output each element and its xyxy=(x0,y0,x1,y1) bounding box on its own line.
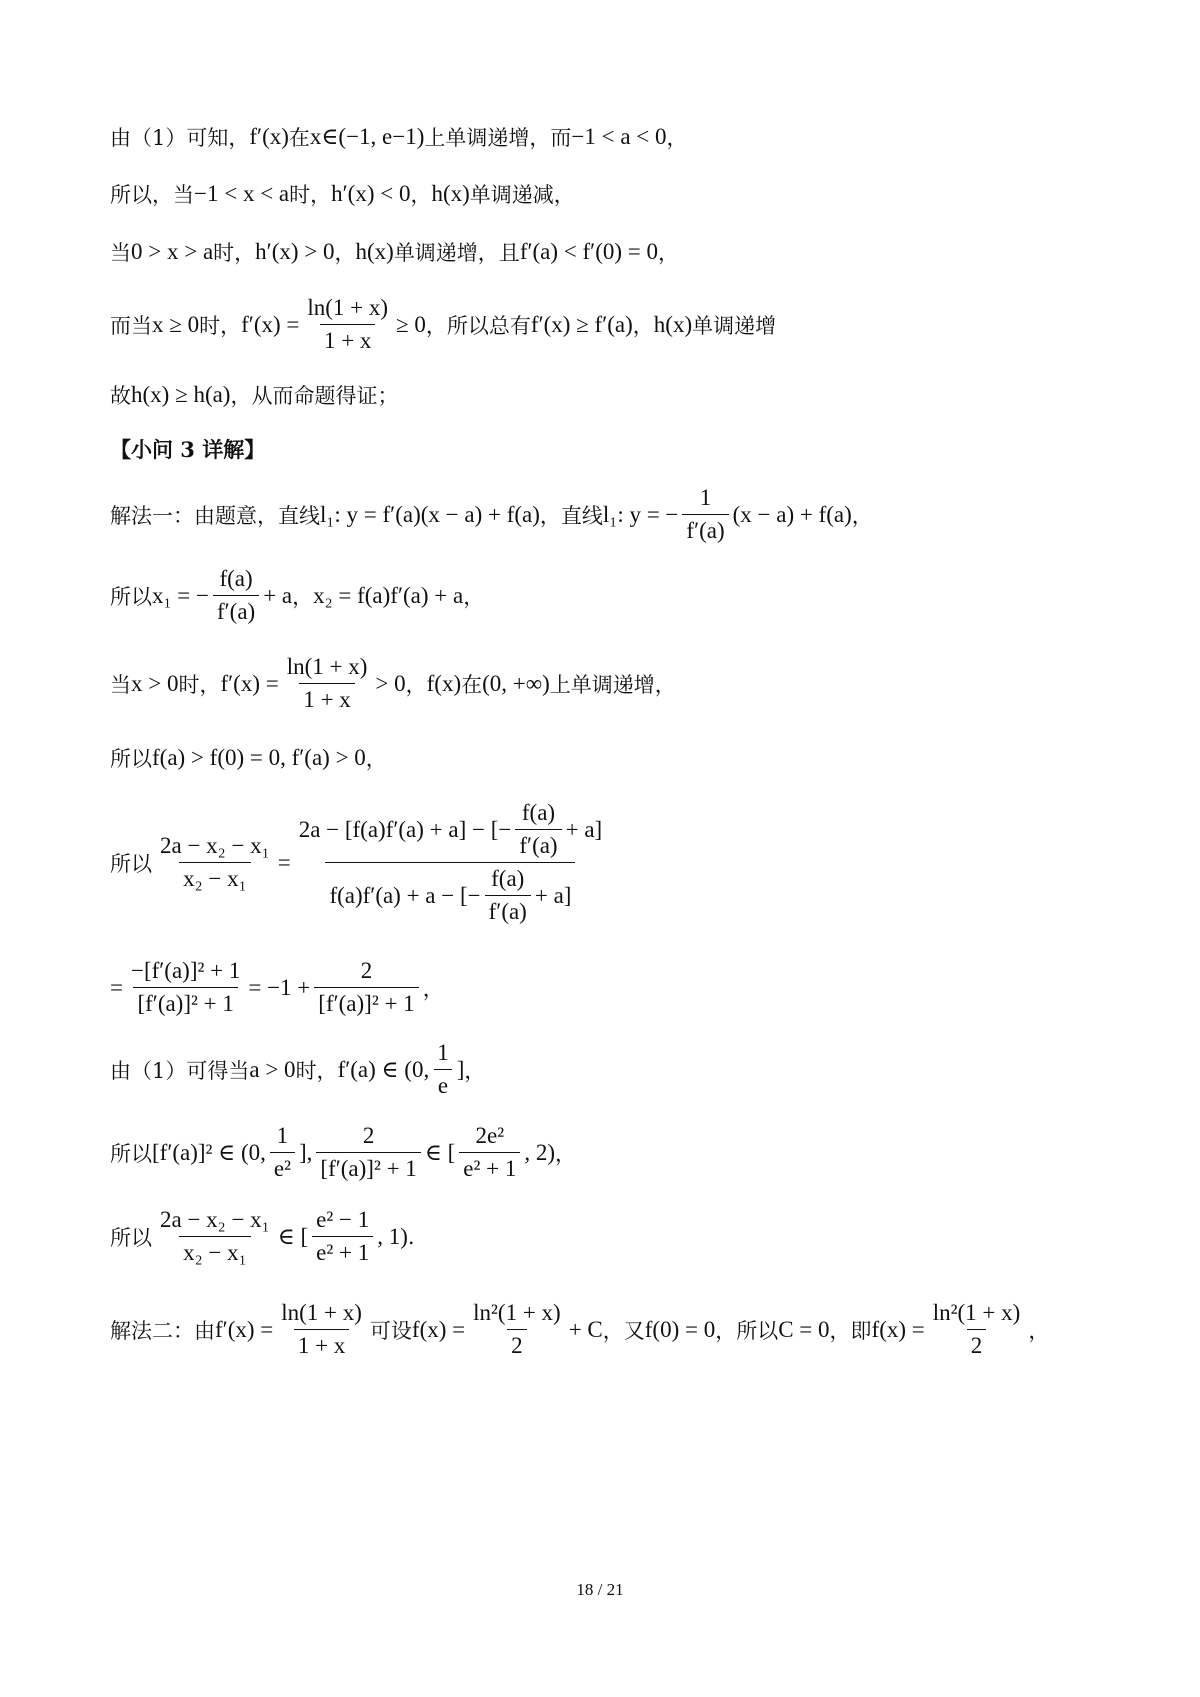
fraction xyxy=(312,1207,373,1266)
text: ， xyxy=(666,126,688,150)
text: 而当 xyxy=(110,313,152,338)
math: > 0 xyxy=(375,670,406,696)
numerator: e² − 1 xyxy=(316,1207,370,1232)
numerator xyxy=(295,800,607,862)
text: 单调递减， xyxy=(469,183,575,207)
math: h(x) xyxy=(355,239,394,264)
math: a > 0 xyxy=(249,1056,296,1082)
fraction xyxy=(682,485,728,544)
math: h′(x) < 0 xyxy=(331,181,411,206)
math: ], xyxy=(298,1139,313,1165)
text: 由（1）可得当 xyxy=(110,1058,250,1083)
text: ，所以总有 xyxy=(425,313,531,338)
math: 2a − [f(a)f′(a) + a] − [− xyxy=(298,816,512,842)
math: f(0) = 0 xyxy=(644,1316,716,1342)
math: f′(x) = xyxy=(220,670,279,696)
math: = −1 + xyxy=(248,974,311,1000)
text: 解法一：由题意，直线 xyxy=(110,503,320,528)
numerator: 2 xyxy=(362,1123,375,1148)
math: x > 0 xyxy=(131,670,179,696)
fraction xyxy=(156,1207,274,1266)
text: 解法二：由 xyxy=(110,1318,215,1343)
text-line-1 xyxy=(110,122,688,152)
numerator: 1 xyxy=(437,1040,449,1065)
text: 单调递增，且 xyxy=(393,241,520,265)
math: x₁ = − xyxy=(152,582,209,608)
numerator: 2e² xyxy=(475,1123,505,1148)
math: ∈ [ xyxy=(424,1139,456,1165)
math: , 2) xyxy=(524,1139,555,1165)
denominator: f′(a) xyxy=(213,595,259,625)
denominator: f′(a) xyxy=(682,514,728,544)
text: ， xyxy=(292,584,314,609)
text: ， xyxy=(334,241,356,265)
text: 所以 xyxy=(110,851,152,876)
math: h(x) ≥ h(a) xyxy=(131,382,231,407)
text: 时， xyxy=(213,241,256,265)
math: = xyxy=(110,974,123,1000)
math: ≥ 0 xyxy=(396,311,426,337)
math: x ≥ 0 xyxy=(152,311,200,337)
text: ，又 xyxy=(602,1318,645,1343)
math: −1 < a < 0 xyxy=(571,124,667,149)
denominator: e xyxy=(434,1069,452,1099)
denominator: e² + 1 xyxy=(459,1152,520,1182)
denominator: 1 + x xyxy=(294,1329,349,1359)
math: + C xyxy=(568,1316,603,1342)
denominator: [f′(a)]² + 1 xyxy=(314,987,418,1017)
text: 当 xyxy=(110,241,131,265)
text: 上单调递增，而 xyxy=(424,126,572,150)
text: 所以 xyxy=(110,584,152,609)
math: x∈(−1, e−1) xyxy=(309,124,425,149)
math: f′(a) < f′(0) = 0 xyxy=(519,239,658,264)
text: ， xyxy=(632,313,654,338)
text-line-12 xyxy=(110,1040,485,1099)
math: , 1) xyxy=(377,1223,408,1249)
fraction xyxy=(283,654,372,713)
math: f′(x) = xyxy=(215,1316,274,1342)
math: l₁: y = f′(a)(x − a) + f(a) xyxy=(320,501,540,527)
math: (x − a) + f(a) xyxy=(732,501,852,527)
math: h(x) xyxy=(653,311,693,337)
fraction xyxy=(433,1040,453,1099)
text: 所以，当 xyxy=(110,183,194,207)
fraction xyxy=(270,1123,295,1182)
numerator: 2 xyxy=(360,958,373,983)
numerator: 2a − x₂ − x₁ xyxy=(160,1207,270,1232)
math: f(a)f′(a) + a − [− xyxy=(329,882,481,908)
text-line-2 xyxy=(110,179,575,209)
text-line-13 xyxy=(110,1123,576,1182)
text: ，从而命题得证； xyxy=(230,384,399,408)
numerator: ln²(1 + x) xyxy=(932,1300,1021,1325)
math: f(x) = xyxy=(411,1316,466,1342)
text: 在 xyxy=(461,672,483,697)
text: ， xyxy=(410,183,432,207)
text: 所以 xyxy=(110,747,152,771)
text: ， xyxy=(365,747,387,771)
math: C = 0 xyxy=(778,1316,830,1342)
math: f′(x) = xyxy=(241,311,300,337)
text: ， xyxy=(555,1141,576,1166)
text-line-8 xyxy=(110,654,676,713)
text-line-3 xyxy=(110,237,679,267)
text: . xyxy=(407,1224,415,1249)
denominator: 2 xyxy=(967,1329,987,1359)
text: ， xyxy=(422,976,444,1001)
text: 时， xyxy=(199,313,242,338)
math: h(x) xyxy=(431,181,470,206)
fraction xyxy=(469,1300,565,1359)
text: ， xyxy=(657,241,679,265)
denominator: f′(a) xyxy=(485,895,531,925)
numerator: f(a) xyxy=(491,866,525,891)
math: + a] xyxy=(565,816,603,842)
text: 所以 xyxy=(110,1225,152,1250)
math: f′(a) ∈ (0, xyxy=(337,1056,430,1082)
text: ， xyxy=(1028,1318,1050,1343)
fraction xyxy=(213,566,259,625)
text-line-10 xyxy=(110,800,610,925)
math: + a] xyxy=(534,882,572,908)
text-line-9 xyxy=(110,743,387,773)
text: 故 xyxy=(110,384,131,408)
fraction xyxy=(156,833,274,892)
math: f′(x) xyxy=(249,124,289,149)
text: ， xyxy=(463,584,485,609)
math: f′(x) ≥ f′(a) xyxy=(530,311,633,337)
page-number: 18 / 21 xyxy=(576,1580,624,1599)
math: l₁: y = − xyxy=(602,501,679,527)
numerator: ln(1 + x) xyxy=(307,295,389,320)
text: 由（1）可知， xyxy=(110,126,250,150)
text: ， xyxy=(405,672,427,697)
text-line-15 xyxy=(110,1300,1049,1359)
denominator: [f′(a)]² + 1 xyxy=(133,987,237,1017)
math: −1 < x < a xyxy=(194,181,290,206)
fraction xyxy=(316,1123,420,1182)
math: = xyxy=(277,849,291,875)
denominator: 2 xyxy=(507,1329,527,1359)
numerator: 2a − x₂ − x₁ xyxy=(160,833,270,858)
numerator: 1 xyxy=(699,485,712,510)
text: 在 xyxy=(288,126,310,150)
text: 时， xyxy=(178,672,221,697)
text-line-14 xyxy=(110,1207,415,1266)
math: f(x) xyxy=(426,670,462,696)
fraction xyxy=(515,800,561,859)
fraction xyxy=(459,1123,520,1182)
section-heading: 【小问 3 详解】 xyxy=(110,437,266,462)
denominator: e² + 1 xyxy=(312,1236,373,1266)
text: 当 xyxy=(110,672,131,697)
denominator: f′(a) xyxy=(515,829,561,859)
text-line-4 xyxy=(110,295,776,354)
text: ， xyxy=(851,503,873,528)
math: f(a) > f(0) = 0, f′(a) > 0 xyxy=(152,745,366,770)
math: 0 > x > a xyxy=(131,239,214,264)
numerator: 1 xyxy=(276,1123,289,1148)
numerator: −[f′(a)]² + 1 xyxy=(130,958,241,983)
math: ∈ [ xyxy=(277,1223,309,1249)
fraction xyxy=(295,800,607,925)
fraction xyxy=(277,1300,366,1359)
text-line-7 xyxy=(110,566,484,625)
denominator: x₂ − x₁ xyxy=(179,1236,251,1266)
fraction xyxy=(127,958,244,1017)
numerator: ln²(1 + x) xyxy=(473,1300,561,1325)
math: x₂ = f(a)f′(a) + a xyxy=(313,582,464,608)
denominator: 1 + x xyxy=(299,683,354,713)
denominator: [f′(a)]² + 1 xyxy=(316,1152,420,1182)
denominator: 1 + x xyxy=(320,324,375,354)
denominator xyxy=(325,862,575,925)
denominator: e² xyxy=(270,1152,295,1182)
text: ， xyxy=(464,1058,486,1083)
numerator: ln(1 + x) xyxy=(286,654,368,679)
numerator: f(a) xyxy=(219,566,253,591)
fraction xyxy=(303,295,392,354)
numerator: f(a) xyxy=(521,800,556,825)
math: + a xyxy=(263,582,293,608)
text: 时， xyxy=(295,1058,338,1083)
text-line-11 xyxy=(110,958,444,1017)
text-line-6 xyxy=(110,485,873,544)
math: ] xyxy=(456,1056,465,1082)
fraction xyxy=(929,1300,1025,1359)
text: 所以 xyxy=(110,1141,152,1166)
text-line-5 xyxy=(110,380,398,410)
numerator: ln(1 + x) xyxy=(281,1300,362,1325)
text: 单调递增 xyxy=(692,313,777,338)
fraction xyxy=(485,866,531,925)
math: h′(x) > 0 xyxy=(255,239,335,264)
math: [f′(a)]² ∈ (0, xyxy=(152,1139,266,1165)
text: 时， xyxy=(289,183,332,207)
text: ，所以 xyxy=(715,1318,779,1343)
text: 可设 xyxy=(369,1318,412,1343)
text: ，直线 xyxy=(539,503,603,528)
fraction xyxy=(314,958,418,1017)
denominator: x₂ − x₁ xyxy=(179,862,251,892)
text: 上单调递增， xyxy=(549,672,676,697)
math: (0, +∞) xyxy=(482,670,550,696)
math: f(x) = xyxy=(871,1316,925,1342)
text: ，即 xyxy=(829,1318,872,1343)
